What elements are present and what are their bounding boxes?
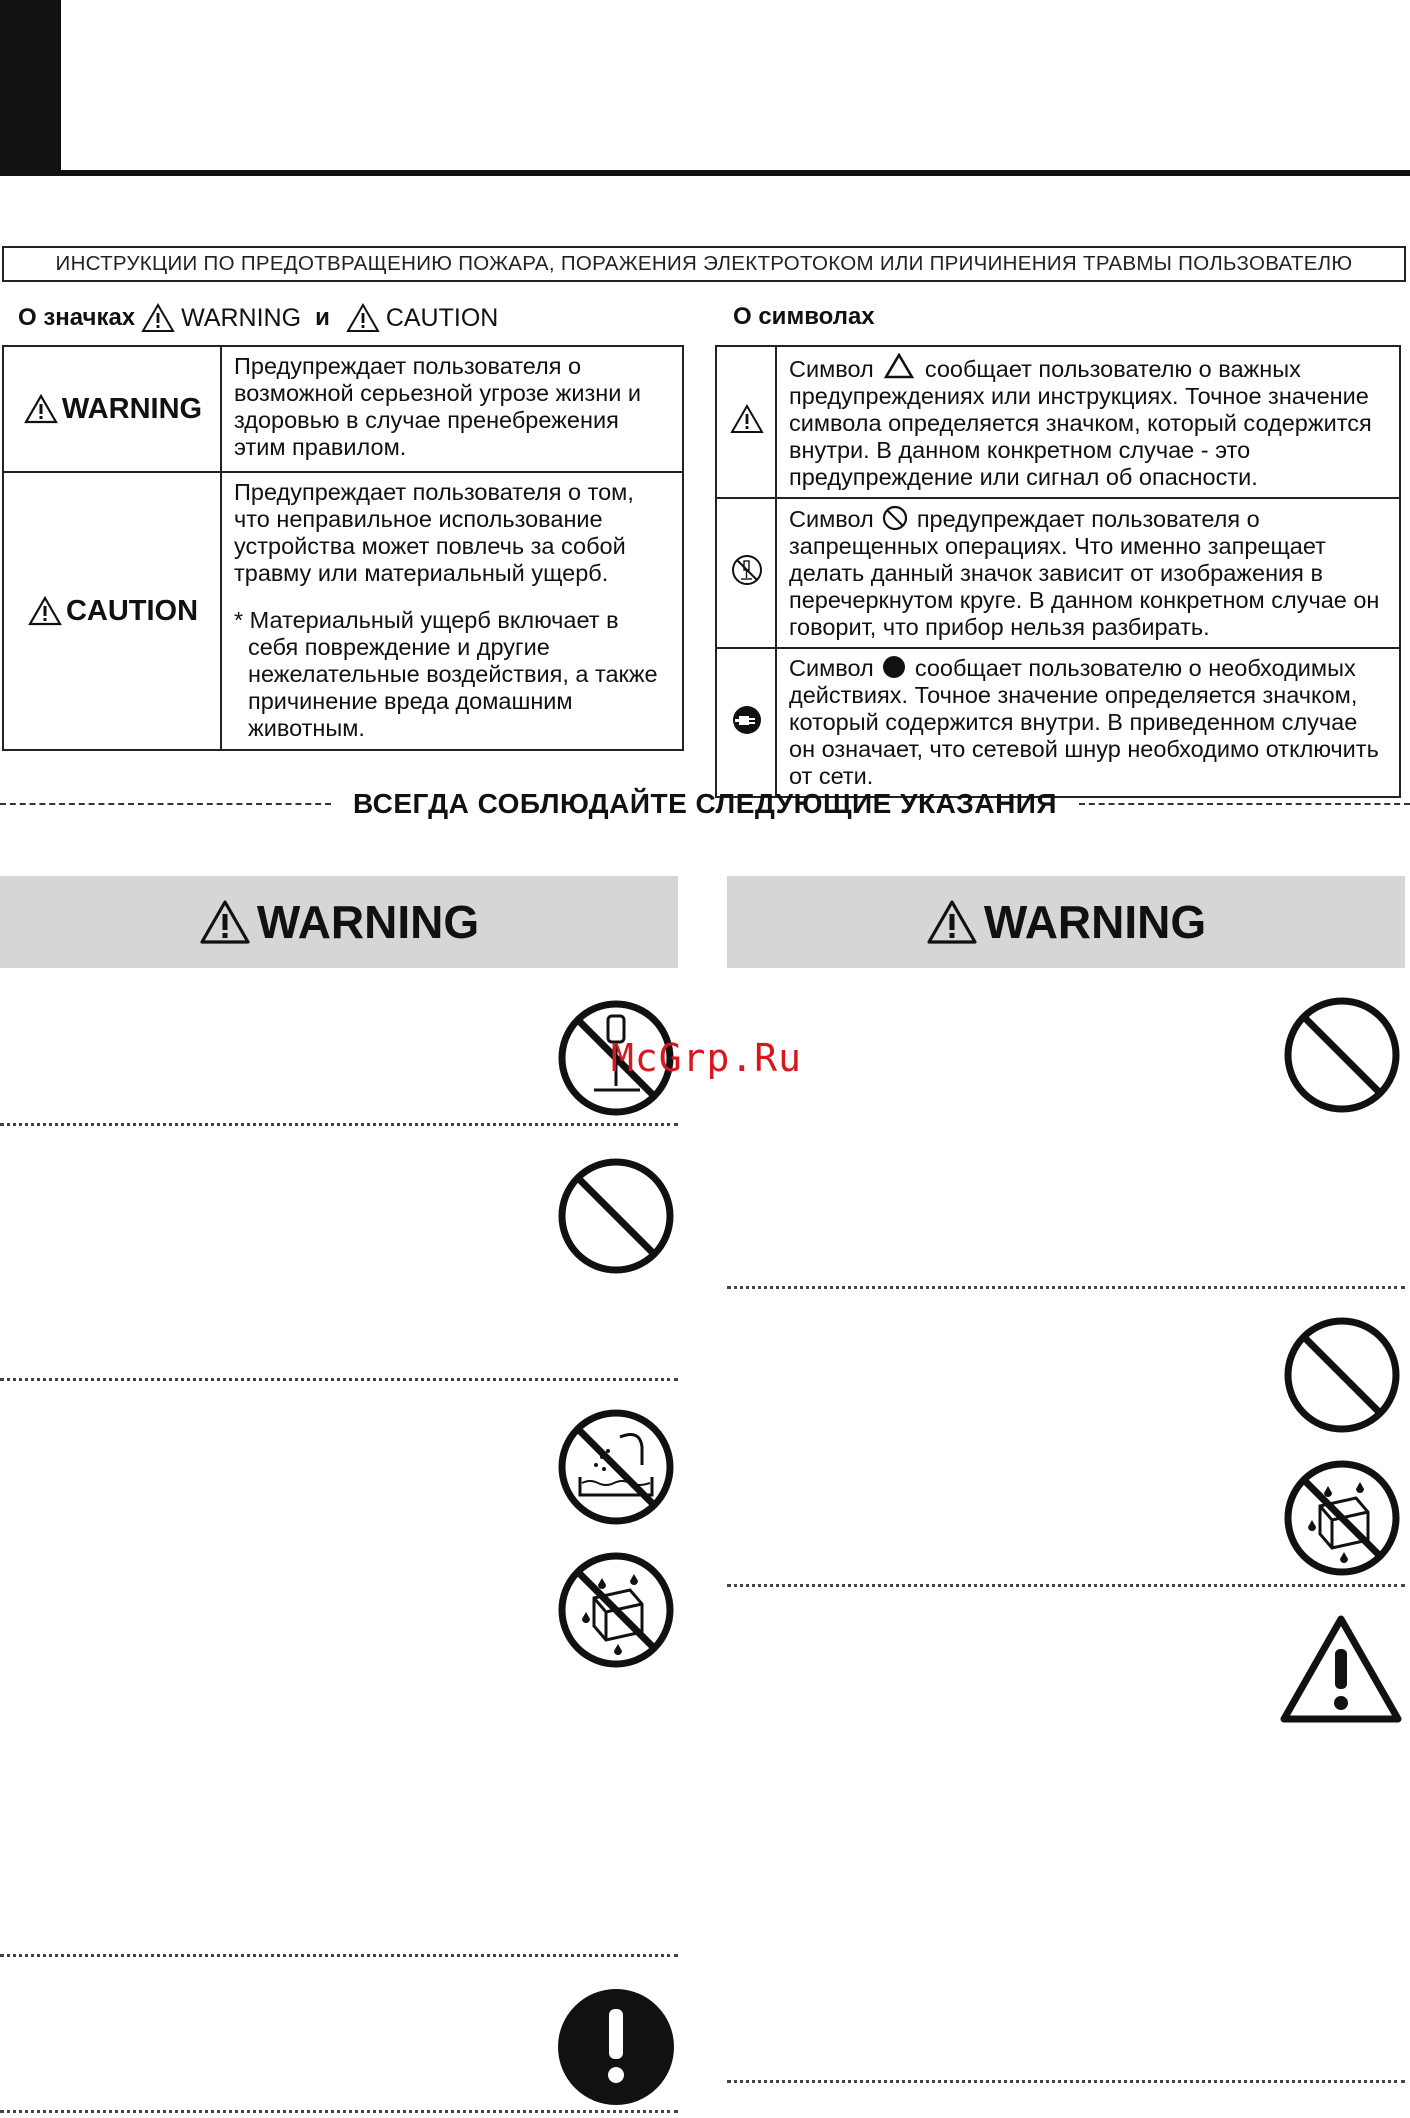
caution-triangle-icon xyxy=(730,404,764,434)
no-water-icon xyxy=(556,1407,676,1527)
triangle-outline-icon xyxy=(884,353,914,379)
prohibited-circle-icon xyxy=(882,505,908,531)
watermark: McGrp.Ru xyxy=(611,1036,803,1080)
icons-section-title xyxy=(18,303,498,333)
left-warning-header xyxy=(0,876,678,968)
no-liquids-icon xyxy=(1282,1458,1402,1578)
symbol-prefix: Символ xyxy=(789,506,874,532)
dotted-separator xyxy=(0,2110,678,2113)
symbols-row-icon-cell xyxy=(716,648,776,797)
dotted-separator xyxy=(727,2080,1405,2083)
right-warning-header xyxy=(727,876,1405,968)
row-label: CAUTION xyxy=(65,594,199,627)
dashed-rule-right xyxy=(1079,803,1410,805)
warning-triangle-icon xyxy=(199,899,251,945)
icons-title-text: О значках xyxy=(18,304,136,331)
right-warning-title: WARNING xyxy=(983,896,1207,948)
icons-row-caution xyxy=(3,472,683,750)
dotted-separator xyxy=(727,1286,1405,1289)
warning-triangle-icon xyxy=(24,394,58,424)
symbol-prefix: Символ xyxy=(789,356,874,382)
always-follow-text: ВСЕГДА СОБЛЮДАЙТЕ СЛЕДУЮЩИЕ УКАЗАНИЯ xyxy=(352,788,1058,819)
dotted-separator xyxy=(0,1123,678,1126)
prohibited-icon xyxy=(556,1156,676,1276)
caution-triangle-icon xyxy=(28,596,62,626)
conjunction: и xyxy=(315,304,330,331)
symbols-section-title xyxy=(733,303,875,331)
header-rule xyxy=(0,170,1410,176)
safety-banner xyxy=(2,246,1406,282)
dotted-separator xyxy=(0,1954,678,1957)
caution-triangle-icon xyxy=(1278,1613,1404,1725)
unplug-icon xyxy=(730,703,764,737)
warning-triangle-icon xyxy=(926,899,978,945)
no-disassemble-icon xyxy=(730,553,764,587)
icons-row-warning-text: Предупреждает пользователя о возможной серьезной угрозе жизни и здоровью в случае пренебрежения этим правилом. xyxy=(221,346,683,472)
warning-triangle-icon xyxy=(141,303,175,333)
icons-row-warning-label-cell xyxy=(3,346,221,472)
left-warning-title: WARNING xyxy=(256,896,480,948)
symbols-row-icon-cell xyxy=(716,498,776,648)
caution-triangle-icon xyxy=(346,303,380,333)
symbols-row-mandatory xyxy=(716,648,1400,797)
symbols-row-text-cell xyxy=(776,498,1400,648)
dotted-separator xyxy=(0,1378,678,1381)
prohibited-icon xyxy=(1282,1315,1402,1435)
symbols-row-icon-cell xyxy=(716,346,776,498)
caution-label: CAUTION xyxy=(385,303,499,332)
filled-circle-icon xyxy=(882,655,906,679)
icons-table xyxy=(2,345,684,751)
symbol-prefix: Символ xyxy=(789,655,874,681)
symbols-row-prohibited xyxy=(716,498,1400,648)
row-label: WARNING xyxy=(61,392,203,425)
symbol-desc: сообщает пользователю о важных предупреждениях или инструкциях. Точное значение символа определяется значком, который содержится внутри. В данном конкретном случае - это предупреждение или сигнал об опасности. xyxy=(789,356,1372,490)
icons-row-caution-cell xyxy=(221,472,683,750)
symbols-row-triangle xyxy=(716,346,1400,498)
symbols-table xyxy=(715,345,1401,798)
always-follow-heading xyxy=(0,786,1410,822)
symbol-desc: сообщает пользователю о необходимых действиях. Точное значение определяется значком, который содержится внутри. В приведенном случае он означает, что сетевой шнур необходимо отключить от сети. xyxy=(789,655,1379,789)
mandatory-action-icon xyxy=(556,1987,676,2107)
icons-row-warning xyxy=(3,346,683,472)
banner-text: ИНСТРУКЦИИ ПО ПРЕДОТВРАЩЕНИЮ ПОЖАРА, ПОРАЖЕНИЯ ЭЛЕКТРОТОКОМ ИЛИ ПРИЧИНЕНИЯ ТРАВМЫ ПОЛЬЗОВАТЕЛЮ xyxy=(55,252,1353,275)
icons-row-caution-text: Предупреждает пользователя о том, что неправильное использование устройства может повлечь за собой травму или материальный ущерб. xyxy=(234,479,634,586)
icons-row-caution-label-cell xyxy=(3,472,221,750)
prohibited-icon xyxy=(1282,995,1402,1115)
dashed-rule-left xyxy=(0,803,331,805)
symbol-desc: предупреждает пользователя о запрещенных операциях. Что именно запрещает делать данный значок зависит от изображения в перечеркнутом круге. В данном конкретном случае он говорит, что прибор нельзя разбирать. xyxy=(789,506,1380,640)
symbols-row-text-cell xyxy=(776,346,1400,498)
symbols-row-text-cell xyxy=(776,648,1400,797)
no-liquids-icon xyxy=(556,1550,676,1670)
symbols-title-text: О символах xyxy=(733,303,875,330)
warning-label: WARNING xyxy=(181,303,302,332)
chapter-tab-block xyxy=(0,0,61,173)
dotted-separator xyxy=(727,1584,1405,1587)
icons-row-caution-note: * Материальный ущерб включает в себя повреждение и другие нежелательные воздействия, а также причинение вреда домашним животным. xyxy=(234,607,658,741)
